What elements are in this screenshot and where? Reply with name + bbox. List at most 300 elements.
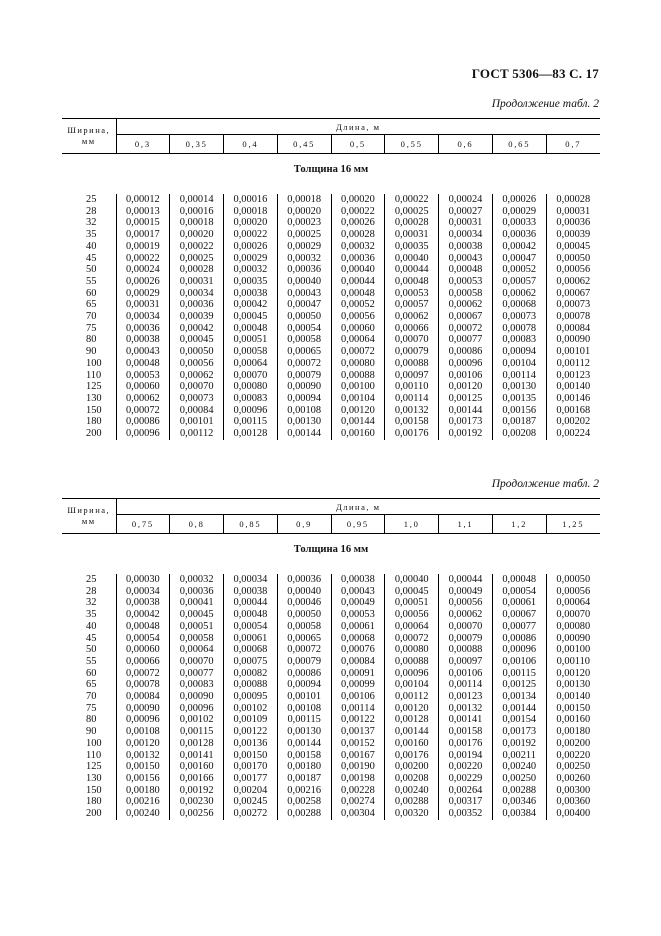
value-cell: 0,00115 <box>492 668 546 680</box>
value-cell: 0,00096 <box>385 668 439 680</box>
value-cell: 0,00094 <box>277 393 331 405</box>
value-cell: 0,00036 <box>170 586 224 598</box>
value-cell: 0,00120 <box>385 703 439 715</box>
value-cell: 0,00025 <box>385 206 439 218</box>
value-cell: 0,00065 <box>277 633 331 645</box>
width-cell: 28 <box>86 205 97 217</box>
table-row <box>62 750 600 762</box>
width-cell: 25 <box>86 574 97 585</box>
value-cell: 0,00022 <box>116 253 170 265</box>
value-cell: 0,00101 <box>170 416 224 428</box>
value-cell: 0,00072 <box>277 358 331 370</box>
length-header: Длина, м <box>116 499 600 515</box>
value-cell: 0,00013 <box>116 206 170 218</box>
value-cell: 0,00096 <box>224 405 278 417</box>
value-cell: 0,00144 <box>277 738 331 750</box>
value-cell: 0,00045 <box>170 609 224 621</box>
value-cell: 0,00400 <box>546 808 600 820</box>
length-column-header: 0,6 <box>439 135 493 154</box>
value-cell: 0,00080 <box>331 358 385 370</box>
value-cell: 0,00187 <box>277 773 331 785</box>
value-cell: 0,00024 <box>439 194 493 206</box>
value-cell: 0,00050 <box>170 346 224 358</box>
table-row <box>62 428 600 440</box>
value-cell: 0,00047 <box>277 299 331 311</box>
value-cell: 0,00073 <box>492 311 546 323</box>
value-cell: 0,00152 <box>331 738 385 750</box>
value-cell: 0,00176 <box>385 428 439 440</box>
table-row <box>62 311 600 323</box>
value-cell: 0,00108 <box>277 703 331 715</box>
value-cell: 0,00034 <box>170 288 224 300</box>
value-cell: 0,00135 <box>492 393 546 405</box>
value-cell: 0,00200 <box>546 738 600 750</box>
value-cell: 0,00079 <box>439 633 493 645</box>
value-cell: 0,00101 <box>277 691 331 703</box>
value-cell: 0,00018 <box>224 206 278 218</box>
value-cell: 0,00072 <box>331 346 385 358</box>
value-cell: 0,00026 <box>492 194 546 206</box>
value-cell: 0,00072 <box>385 633 439 645</box>
value-cell: 0,00190 <box>331 761 385 773</box>
value-cell: 0,00050 <box>277 311 331 323</box>
value-cell: 0,00045 <box>170 334 224 346</box>
value-cell: 0,00068 <box>331 633 385 645</box>
value-cell: 0,00066 <box>116 656 170 668</box>
value-cell: 0,00042 <box>170 323 224 335</box>
value-cell: 0,00132 <box>439 703 493 715</box>
length-column-header: 0,4 <box>224 135 278 154</box>
data-table <box>62 498 600 820</box>
value-cell: 0,00078 <box>546 311 600 323</box>
value-cell: 0,00100 <box>546 644 600 656</box>
table-row <box>62 574 600 586</box>
value-cell: 0,00202 <box>546 416 600 428</box>
value-cell: 0,00100 <box>331 381 385 393</box>
value-cell: 0,00216 <box>277 785 331 797</box>
value-cell: 0,00132 <box>116 750 170 762</box>
value-cell: 0,00128 <box>224 428 278 440</box>
value-cell: 0,00043 <box>439 253 493 265</box>
value-cell: 0,00288 <box>277 808 331 820</box>
length-column-header: 1,0 <box>385 515 439 534</box>
value-cell: 0,00050 <box>277 609 331 621</box>
width-cell: 65 <box>86 679 97 691</box>
value-cell: 0,00160 <box>331 428 385 440</box>
value-cell: 0,00104 <box>331 393 385 405</box>
table-row <box>62 217 600 229</box>
value-cell: 0,00061 <box>224 633 278 645</box>
length-column-header: 0,85 <box>224 515 278 534</box>
width-header: Ширина, мм <box>62 499 116 534</box>
value-cell: 0,00211 <box>492 750 546 762</box>
value-cell: 0,00108 <box>116 726 170 738</box>
table-row <box>62 586 600 598</box>
value-cell: 0,00192 <box>492 738 546 750</box>
value-cell: 0,00088 <box>224 679 278 691</box>
value-cell: 0,00045 <box>385 586 439 598</box>
value-cell: 0,00020 <box>170 229 224 241</box>
width-cell: 200 <box>86 808 102 820</box>
table-row <box>62 668 600 680</box>
value-cell: 0,00130 <box>492 381 546 393</box>
value-cell: 0,00108 <box>277 405 331 417</box>
value-cell: 0,00048 <box>385 276 439 288</box>
value-cell: 0,00020 <box>277 206 331 218</box>
value-cell: 0,00049 <box>439 586 493 598</box>
value-cell: 0,00038 <box>116 334 170 346</box>
value-cell: 0,00048 <box>224 609 278 621</box>
table-row <box>62 276 600 288</box>
value-cell: 0,00166 <box>170 773 224 785</box>
value-cell: 0,00031 <box>116 299 170 311</box>
value-cell: 0,00288 <box>385 796 439 808</box>
value-cell: 0,00274 <box>331 796 385 808</box>
value-cell: 0,00061 <box>492 597 546 609</box>
table-row <box>62 416 600 428</box>
table-row <box>62 370 600 382</box>
value-cell: 0,00062 <box>116 393 170 405</box>
value-cell: 0,00084 <box>170 405 224 417</box>
value-cell: 0,00384 <box>492 808 546 820</box>
value-cell: 0,00288 <box>492 785 546 797</box>
value-cell: 0,00031 <box>439 217 493 229</box>
table-row <box>62 656 600 668</box>
table-row <box>62 241 600 253</box>
value-cell: 0,00034 <box>116 311 170 323</box>
value-cell: 0,00040 <box>277 586 331 598</box>
value-cell: 0,00097 <box>385 370 439 382</box>
value-cell: 0,00043 <box>277 288 331 300</box>
value-cell: 0,00200 <box>385 761 439 773</box>
value-cell: 0,00097 <box>439 656 493 668</box>
value-cell: 0,00084 <box>116 691 170 703</box>
value-cell: 0,00028 <box>385 217 439 229</box>
value-cell: 0,00062 <box>439 299 493 311</box>
value-cell: 0,00026 <box>116 276 170 288</box>
value-cell: 0,00144 <box>277 428 331 440</box>
value-cell: 0,00177 <box>224 773 278 785</box>
table-continuation-note: Продолжение табл. 2 <box>491 98 599 110</box>
value-cell: 0,00062 <box>170 370 224 382</box>
value-cell: 0,00122 <box>331 714 385 726</box>
width-cell: 75 <box>86 322 97 334</box>
value-cell: 0,00096 <box>439 358 493 370</box>
value-cell: 0,00020 <box>331 194 385 206</box>
table-row <box>62 609 600 621</box>
value-cell: 0,00083 <box>224 393 278 405</box>
value-cell: 0,00220 <box>546 750 600 762</box>
value-cell: 0,00052 <box>492 264 546 276</box>
value-cell: 0,00012 <box>116 194 170 206</box>
value-cell: 0,00156 <box>116 773 170 785</box>
value-cell: 0,00216 <box>116 796 170 808</box>
value-cell: 0,00120 <box>116 738 170 750</box>
value-cell: 0,00317 <box>439 796 493 808</box>
value-cell: 0,00128 <box>385 714 439 726</box>
value-cell: 0,00090 <box>277 381 331 393</box>
table-row <box>62 288 600 300</box>
value-cell: 0,00041 <box>170 597 224 609</box>
value-cell: 0,00180 <box>116 785 170 797</box>
value-cell: 0,00048 <box>439 264 493 276</box>
value-cell: 0,00130 <box>277 726 331 738</box>
table-row <box>62 299 600 311</box>
value-cell: 0,00090 <box>546 334 600 346</box>
value-cell: 0,00109 <box>224 714 278 726</box>
table-row <box>62 381 600 393</box>
value-cell: 0,00230 <box>170 796 224 808</box>
value-cell: 0,00051 <box>224 334 278 346</box>
width-cell: 28 <box>86 585 97 597</box>
table-row <box>62 726 600 738</box>
section-title: Толщина 16 мм <box>293 163 369 175</box>
value-cell: 0,00088 <box>385 656 439 668</box>
value-cell: 0,00056 <box>546 586 600 598</box>
value-cell: 0,00031 <box>385 229 439 241</box>
value-cell: 0,00072 <box>116 668 170 680</box>
value-cell: 0,00260 <box>546 773 600 785</box>
value-cell: 0,00022 <box>385 194 439 206</box>
width-cell: 130 <box>86 392 102 404</box>
value-cell: 0,00076 <box>331 644 385 656</box>
length-column-header: 1,2 <box>492 515 546 534</box>
value-cell: 0,00048 <box>492 574 546 586</box>
value-cell: 0,00050 <box>546 574 600 586</box>
value-cell: 0,00067 <box>546 288 600 300</box>
value-cell: 0,00062 <box>385 311 439 323</box>
value-cell: 0,00048 <box>331 288 385 300</box>
value-cell: 0,00070 <box>546 609 600 621</box>
value-cell: 0,00096 <box>116 714 170 726</box>
value-cell: 0,00077 <box>439 334 493 346</box>
value-cell: 0,00056 <box>439 597 493 609</box>
value-cell: 0,00075 <box>224 656 278 668</box>
value-cell: 0,00038 <box>224 288 278 300</box>
value-cell: 0,00018 <box>277 194 331 206</box>
length-column-header: 0,55 <box>385 135 439 154</box>
width-cell: 100 <box>86 737 102 749</box>
value-cell: 0,00064 <box>546 597 600 609</box>
value-cell: 0,00044 <box>439 574 493 586</box>
value-cell: 0,00031 <box>170 276 224 288</box>
value-cell: 0,00043 <box>331 586 385 598</box>
value-cell: 0,00029 <box>116 288 170 300</box>
value-cell: 0,00154 <box>492 714 546 726</box>
width-cell: 70 <box>86 691 97 703</box>
value-cell: 0,00045 <box>546 241 600 253</box>
length-column-header: 0,9 <box>277 515 331 534</box>
value-cell: 0,00015 <box>116 217 170 229</box>
value-cell: 0,00062 <box>492 288 546 300</box>
value-cell: 0,00040 <box>331 264 385 276</box>
width-cell: 60 <box>86 287 97 299</box>
value-cell: 0,00083 <box>492 334 546 346</box>
value-cell: 0,00086 <box>492 633 546 645</box>
value-cell: 0,00134 <box>492 691 546 703</box>
value-cell: 0,00132 <box>385 405 439 417</box>
value-cell: 0,00158 <box>385 416 439 428</box>
length-column-header: 0,95 <box>331 515 385 534</box>
value-cell: 0,00051 <box>170 621 224 633</box>
value-cell: 0,00106 <box>492 656 546 668</box>
width-cell: 35 <box>86 229 97 241</box>
value-cell: 0,00031 <box>546 206 600 218</box>
value-cell: 0,00158 <box>439 726 493 738</box>
value-cell: 0,00067 <box>439 311 493 323</box>
value-cell: 0,00245 <box>224 796 278 808</box>
value-cell: 0,00038 <box>331 574 385 586</box>
value-cell: 0,00026 <box>224 241 278 253</box>
value-cell: 0,00084 <box>331 656 385 668</box>
value-cell: 0,00160 <box>385 738 439 750</box>
length-column-header: 1,1 <box>439 515 493 534</box>
value-cell: 0,00140 <box>546 381 600 393</box>
value-cell: 0,00110 <box>385 381 439 393</box>
value-cell: 0,00072 <box>439 323 493 335</box>
value-cell: 0,00114 <box>385 393 439 405</box>
table-row <box>62 194 600 206</box>
value-cell: 0,00258 <box>277 796 331 808</box>
value-cell: 0,00054 <box>492 586 546 598</box>
value-cell: 0,00034 <box>439 229 493 241</box>
table-row <box>62 358 600 370</box>
value-cell: 0,00140 <box>546 691 600 703</box>
value-cell: 0,00036 <box>492 229 546 241</box>
value-cell: 0,00072 <box>116 405 170 417</box>
value-cell: 0,00102 <box>224 703 278 715</box>
value-cell: 0,00070 <box>170 381 224 393</box>
value-cell: 0,00050 <box>546 253 600 265</box>
value-cell: 0,00056 <box>331 311 385 323</box>
value-cell: 0,00099 <box>331 679 385 691</box>
value-cell: 0,00047 <box>492 253 546 265</box>
width-cell: 45 <box>86 252 97 264</box>
value-cell: 0,00192 <box>170 785 224 797</box>
value-cell: 0,00036 <box>546 217 600 229</box>
value-cell: 0,00156 <box>492 405 546 417</box>
value-cell: 0,00096 <box>170 703 224 715</box>
value-cell: 0,00053 <box>385 288 439 300</box>
table-row <box>62 597 600 609</box>
value-cell: 0,00090 <box>546 633 600 645</box>
value-cell: 0,00040 <box>385 253 439 265</box>
value-cell: 0,00038 <box>116 597 170 609</box>
value-cell: 0,00220 <box>439 761 493 773</box>
table-row <box>62 405 600 417</box>
length-column-header: 0,3 <box>116 135 170 154</box>
table-row <box>62 785 600 797</box>
table-row <box>62 644 600 656</box>
value-cell: 0,00144 <box>385 726 439 738</box>
length-column-header: 0,5 <box>331 135 385 154</box>
value-cell: 0,00091 <box>331 668 385 680</box>
value-cell: 0,00352 <box>439 808 493 820</box>
table-row <box>62 253 600 265</box>
width-cell: 40 <box>86 620 97 632</box>
value-cell: 0,00144 <box>331 416 385 428</box>
value-cell: 0,00070 <box>170 656 224 668</box>
value-cell: 0,00046 <box>277 597 331 609</box>
length-column-header: 0,75 <box>116 515 170 534</box>
value-cell: 0,00067 <box>492 609 546 621</box>
value-cell: 0,00090 <box>116 703 170 715</box>
width-cell: 150 <box>86 784 102 796</box>
table-row <box>62 323 600 335</box>
value-cell: 0,00120 <box>439 381 493 393</box>
value-cell: 0,00077 <box>492 621 546 633</box>
value-cell: 0,00272 <box>224 808 278 820</box>
value-cell: 0,00028 <box>546 194 600 206</box>
value-cell: 0,00086 <box>439 346 493 358</box>
value-cell: 0,00044 <box>224 597 278 609</box>
value-cell: 0,00042 <box>492 241 546 253</box>
section-title: Толщина 16 мм <box>293 543 369 555</box>
value-cell: 0,00082 <box>224 668 278 680</box>
width-cell: 130 <box>86 772 102 784</box>
value-cell: 0,00070 <box>439 621 493 633</box>
value-cell: 0,00019 <box>116 241 170 253</box>
value-cell: 0,00048 <box>116 358 170 370</box>
table-row <box>62 738 600 750</box>
value-cell: 0,00064 <box>385 621 439 633</box>
value-cell: 0,00054 <box>116 633 170 645</box>
value-cell: 0,00052 <box>331 299 385 311</box>
table-row <box>62 334 600 346</box>
value-cell: 0,00125 <box>492 679 546 691</box>
value-cell: 0,00167 <box>331 750 385 762</box>
value-cell: 0,00078 <box>116 679 170 691</box>
value-cell: 0,00020 <box>224 217 278 229</box>
width-cell: 90 <box>86 726 97 738</box>
value-cell: 0,00073 <box>170 393 224 405</box>
value-cell: 0,00130 <box>277 416 331 428</box>
value-cell: 0,00058 <box>224 346 278 358</box>
table-row <box>62 346 600 358</box>
width-cell: 70 <box>86 311 97 323</box>
value-cell: 0,00173 <box>492 726 546 738</box>
value-cell: 0,00086 <box>277 668 331 680</box>
length-column-header: 0,35 <box>170 135 224 154</box>
value-cell: 0,00053 <box>439 276 493 288</box>
value-cell: 0,00123 <box>546 370 600 382</box>
value-cell: 0,00035 <box>385 241 439 253</box>
value-cell: 0,00045 <box>224 311 278 323</box>
table-row <box>62 703 600 715</box>
value-cell: 0,00088 <box>385 358 439 370</box>
value-cell: 0,00058 <box>277 621 331 633</box>
value-cell: 0,00039 <box>170 311 224 323</box>
value-cell: 0,00198 <box>331 773 385 785</box>
value-cell: 0,00176 <box>385 750 439 762</box>
value-cell: 0,00056 <box>546 264 600 276</box>
value-cell: 0,00057 <box>385 299 439 311</box>
value-cell: 0,00044 <box>331 276 385 288</box>
table-row <box>62 808 600 820</box>
table-row <box>62 679 600 691</box>
width-header: Ширина, мм <box>62 119 116 154</box>
value-cell: 0,00062 <box>546 276 600 288</box>
value-cell: 0,00036 <box>116 323 170 335</box>
table-row <box>62 206 600 218</box>
value-cell: 0,00096 <box>116 428 170 440</box>
value-cell: 0,00094 <box>277 679 331 691</box>
value-cell: 0,00360 <box>546 796 600 808</box>
length-column-header: 0,8 <box>170 515 224 534</box>
value-cell: 0,00079 <box>385 346 439 358</box>
value-cell: 0,00086 <box>116 416 170 428</box>
value-cell: 0,00228 <box>331 785 385 797</box>
